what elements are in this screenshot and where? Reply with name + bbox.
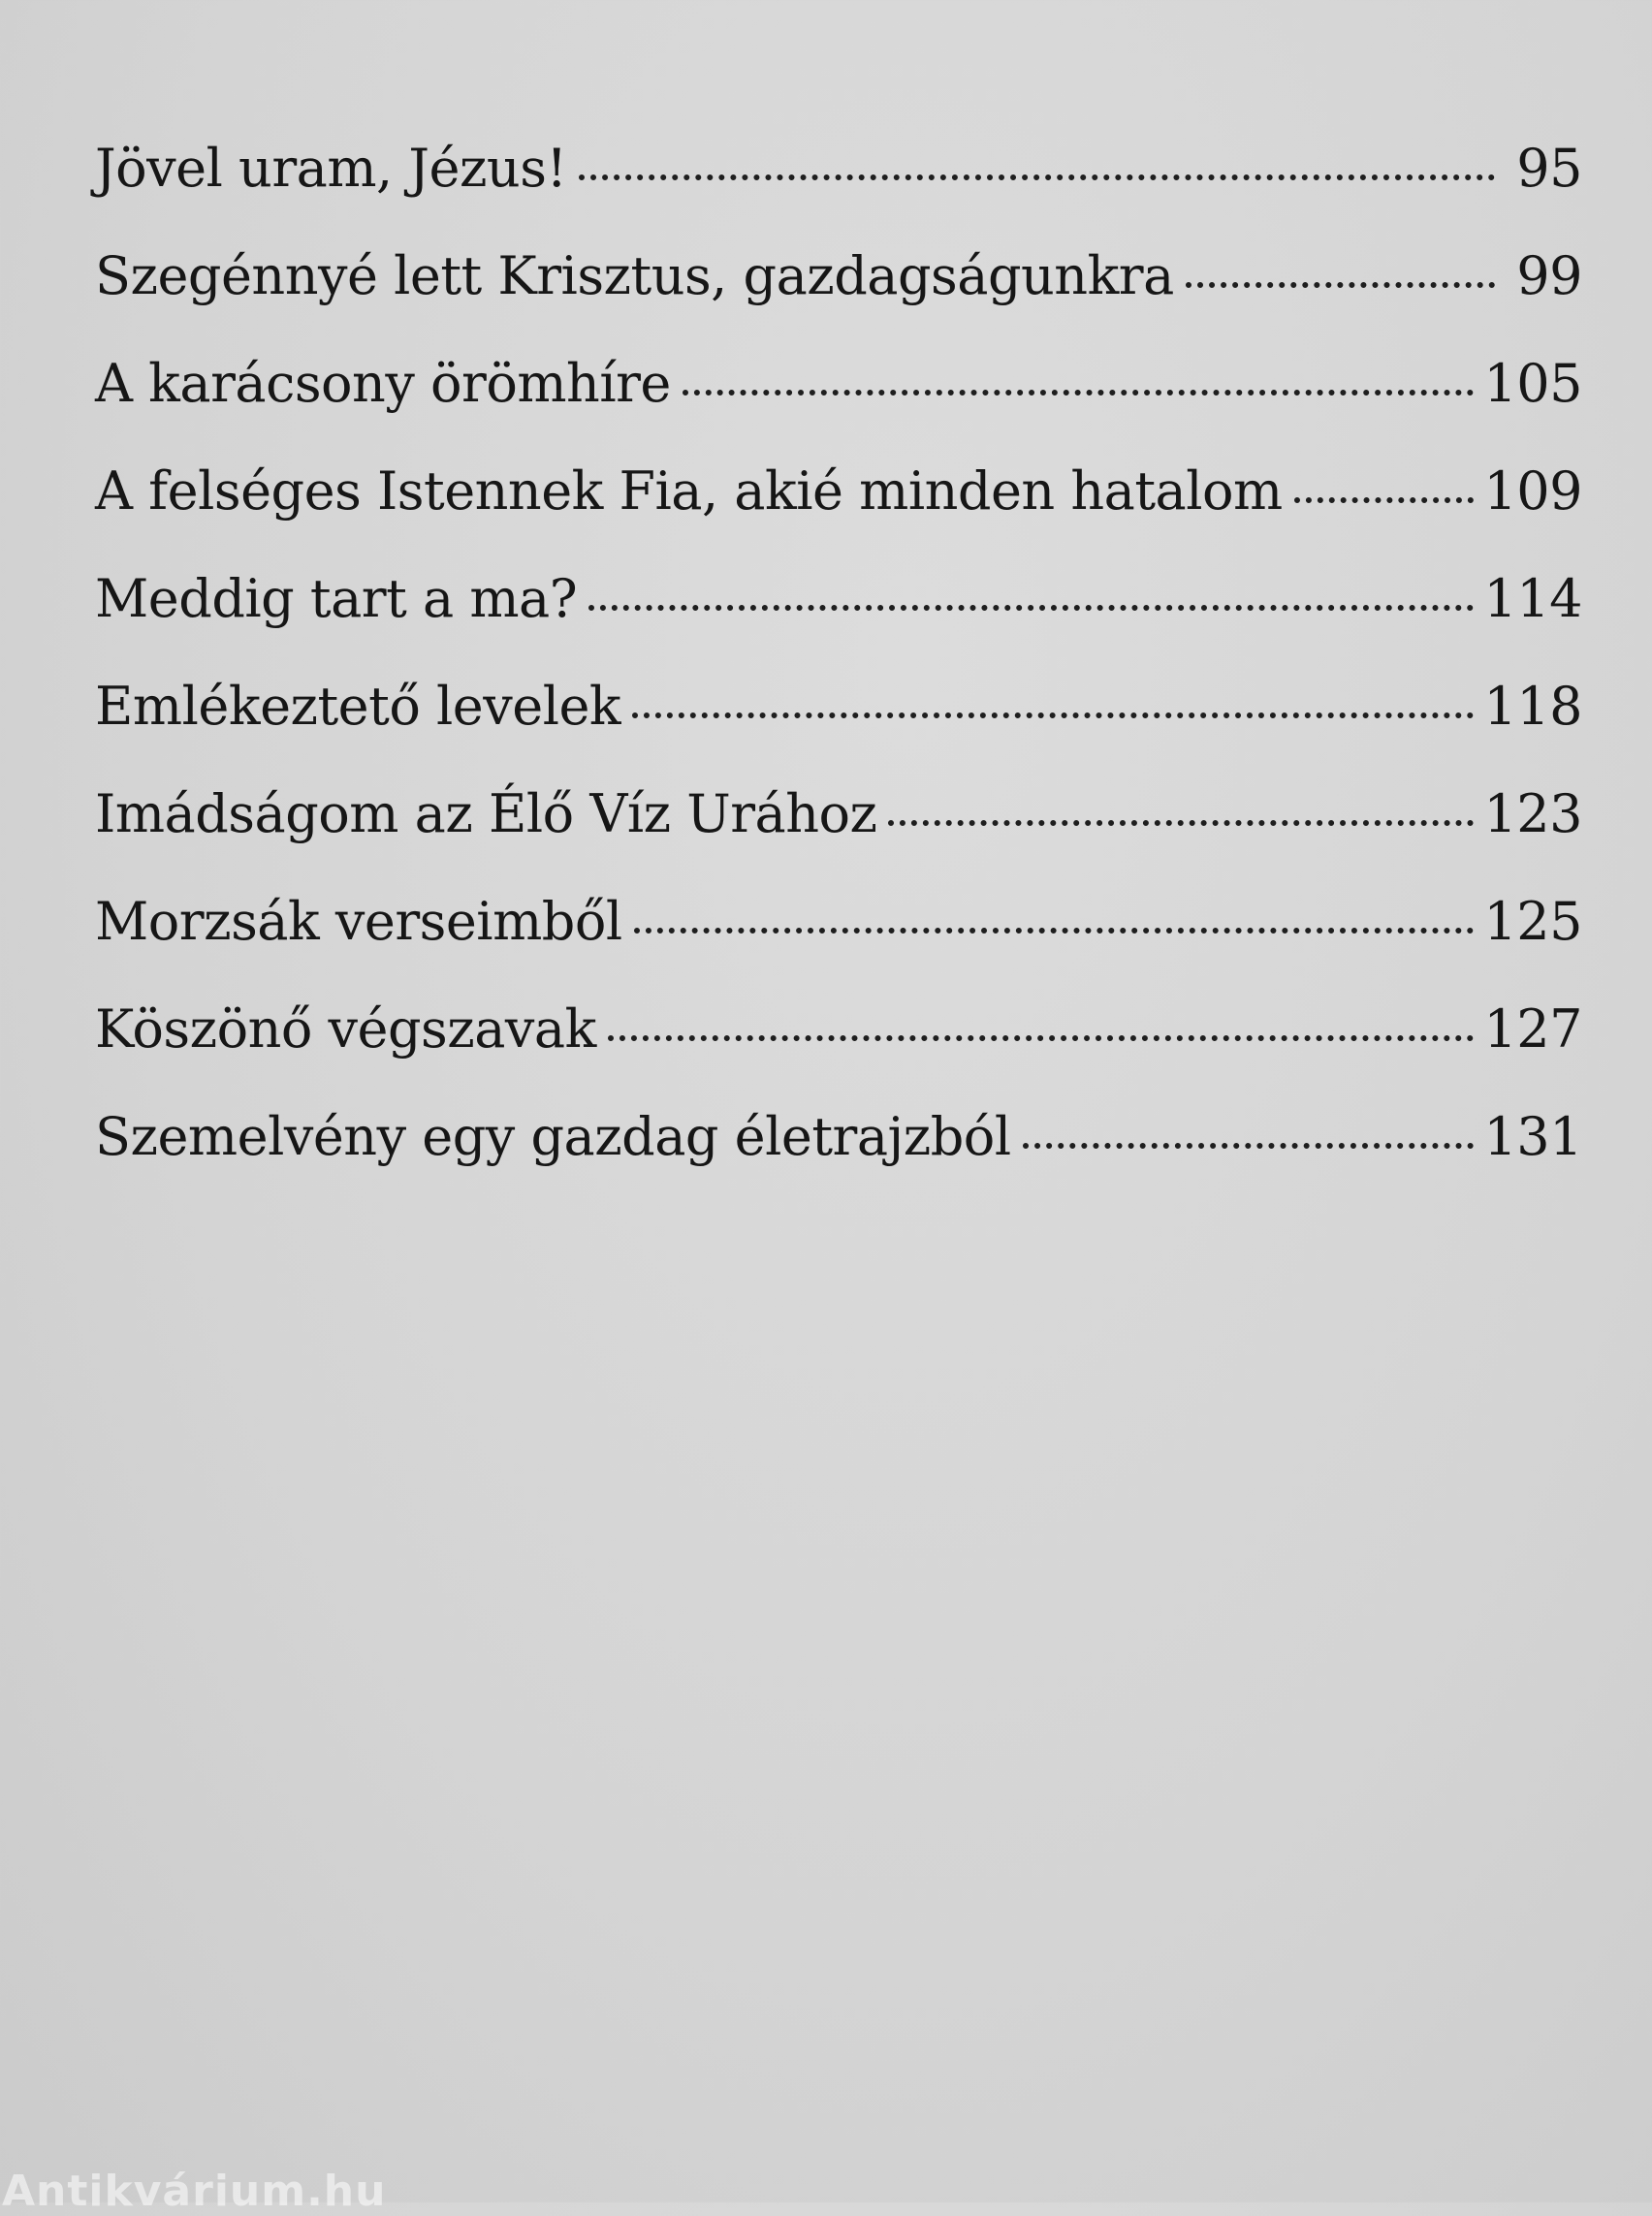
toc-entry — [95, 868, 1582, 975]
toc-entry-page-number: 109 — [1483, 460, 1582, 522]
toc-entry-title: Emlékeztető levelek — [95, 676, 621, 737]
dot-leader — [579, 174, 1495, 180]
toc-entry — [95, 1083, 1582, 1190]
dot-leader — [888, 820, 1474, 826]
toc-entry — [95, 114, 1582, 222]
dot-leader — [1294, 497, 1475, 503]
toc-entry-title: Köszönő végszavak — [95, 998, 596, 1060]
table-of-contents — [95, 114, 1582, 1190]
toc-entry-title: A felséges Istennek Fia, akié minden hatalom — [95, 460, 1283, 522]
watermark: Antikvárium.hu — [2, 2167, 387, 2216]
toc-entry-page-number: 125 — [1483, 891, 1582, 952]
dot-leader — [634, 928, 1475, 934]
toc-entry-title: Jövel uram, Jézus! — [95, 138, 567, 199]
toc-entry — [95, 330, 1582, 437]
toc-entry-title: Szegénnyé lett Krisztus, gazdagságunkra — [95, 245, 1174, 306]
dot-leader — [588, 605, 1474, 611]
toc-entry-title: Szemelvény egy gazdag életrajzból — [95, 1106, 1011, 1167]
dot-leader — [683, 390, 1475, 396]
toc-entry — [95, 222, 1582, 330]
toc-entry-title: Meddig tart a ma? — [95, 568, 578, 629]
toc-entry-title: Morzsák verseimből — [95, 891, 622, 952]
toc-entry-page-number: 123 — [1483, 783, 1582, 844]
toc-entry-page-number: 127 — [1483, 998, 1582, 1060]
dot-leader — [1023, 1143, 1475, 1149]
dot-leader — [632, 712, 1474, 718]
toc-entry-page-number: 114 — [1483, 568, 1582, 629]
toc-entry-page-number: 118 — [1483, 676, 1582, 737]
dot-leader — [1186, 282, 1495, 288]
toc-entry — [95, 975, 1582, 1083]
toc-entry — [95, 437, 1582, 545]
toc-entry-title: A karácsony örömhíre — [95, 353, 671, 414]
dot-leader — [608, 1035, 1475, 1041]
toc-entry — [95, 760, 1582, 868]
toc-entry — [95, 545, 1582, 652]
toc-entry-page-number: 95 — [1516, 138, 1582, 199]
toc-entry-page-number: 131 — [1483, 1106, 1582, 1167]
toc-entry — [95, 652, 1582, 760]
toc-entry-title: Imádságom az Élő Víz Urához — [95, 783, 877, 844]
toc-entry-page-number: 99 — [1516, 245, 1582, 306]
toc-entry-page-number: 105 — [1483, 353, 1582, 414]
